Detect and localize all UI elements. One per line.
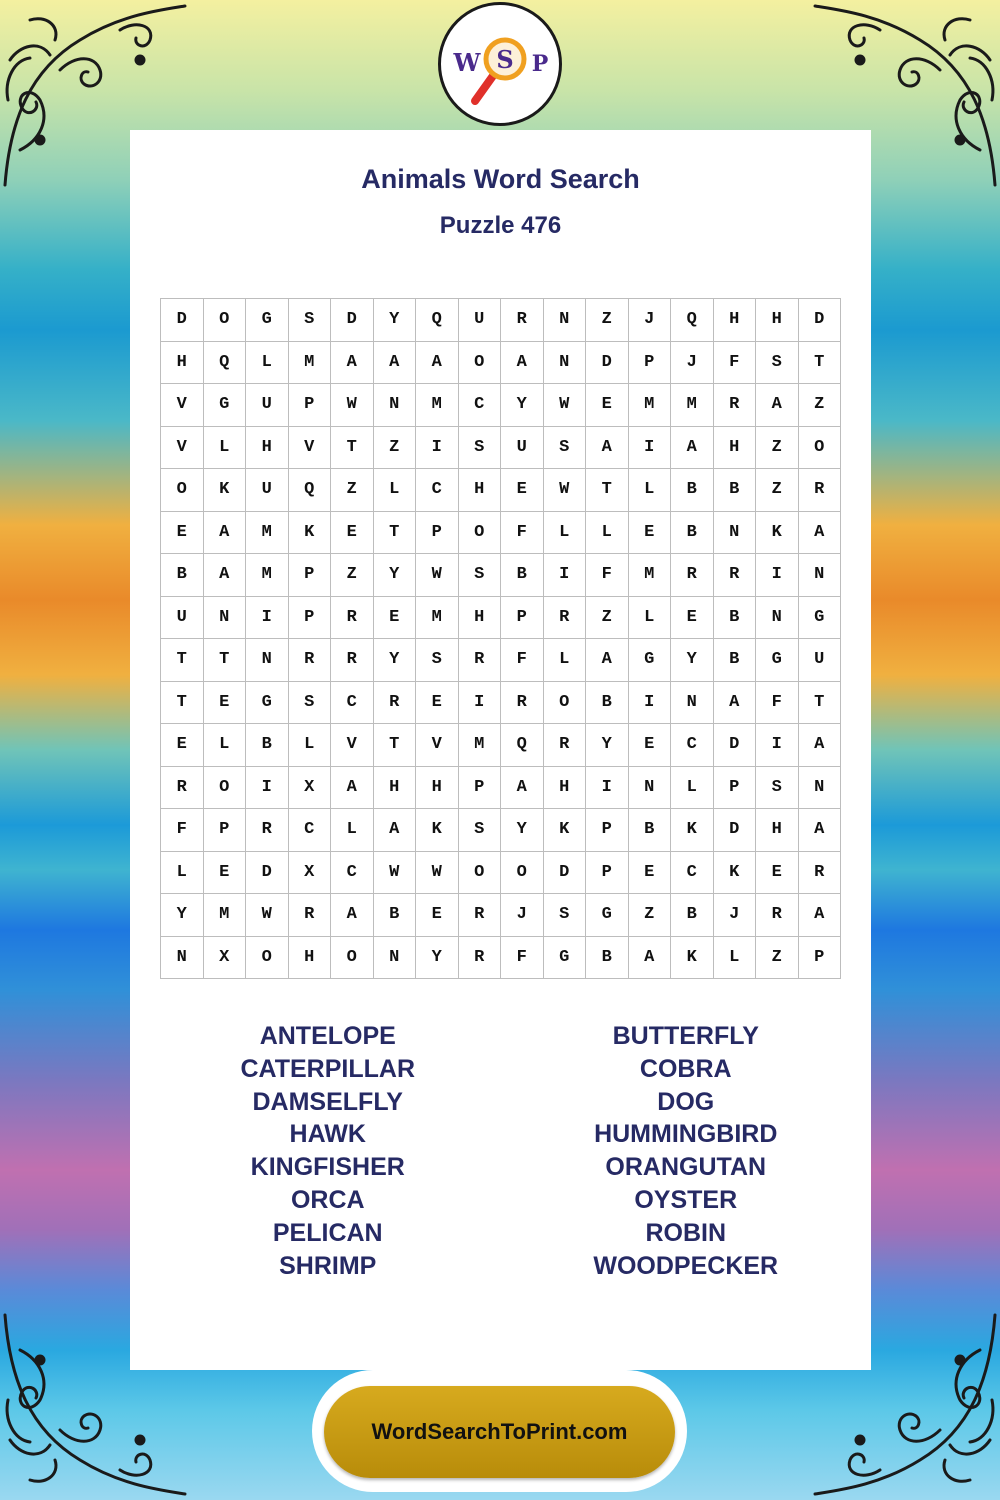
- grid-cell[interactable]: N: [671, 682, 714, 725]
- grid-cell[interactable]: F: [714, 342, 757, 385]
- grid-cell[interactable]: R: [289, 894, 332, 937]
- word-item: KINGFISHER: [250, 1153, 405, 1182]
- grid-cell[interactable]: B: [671, 469, 714, 512]
- grid-cell[interactable]: S: [544, 427, 587, 470]
- grid-cell[interactable]: A: [501, 342, 544, 385]
- grid-cell[interactable]: R: [799, 852, 842, 895]
- word-item: ORANGUTAN: [605, 1153, 767, 1182]
- grid-cell[interactable]: P: [416, 512, 459, 555]
- grid-cell[interactable]: F: [756, 682, 799, 725]
- grid-cell[interactable]: E: [204, 682, 247, 725]
- grid-cell[interactable]: L: [544, 639, 587, 682]
- logo-letter-p: P: [531, 51, 549, 77]
- grid-cell[interactable]: S: [459, 427, 502, 470]
- grid-cell[interactable]: R: [459, 639, 502, 682]
- grid-cell[interactable]: T: [799, 342, 842, 385]
- grid-cell[interactable]: D: [161, 299, 204, 342]
- grid-cell[interactable]: A: [331, 342, 374, 385]
- grid-cell[interactable]: F: [586, 554, 629, 597]
- grid-cell[interactable]: N: [756, 597, 799, 640]
- grid-cell[interactable]: X: [204, 937, 247, 980]
- grid-cell[interactable]: Q: [501, 724, 544, 767]
- grid-cell[interactable]: W: [246, 894, 289, 937]
- grid-cell[interactable]: Z: [629, 894, 672, 937]
- grid-cell[interactable]: A: [374, 809, 417, 852]
- word-item: DOG: [657, 1087, 715, 1116]
- grid-cell[interactable]: L: [374, 469, 417, 512]
- grid-cell[interactable]: P: [289, 554, 332, 597]
- grid-cell[interactable]: X: [289, 852, 332, 895]
- grid-cell[interactable]: H: [756, 809, 799, 852]
- grid-cell[interactable]: L: [671, 767, 714, 810]
- grid-cell[interactable]: G: [204, 384, 247, 427]
- grid-cell[interactable]: L: [629, 469, 672, 512]
- grid-cell[interactable]: M: [671, 384, 714, 427]
- grid-cell[interactable]: G: [246, 682, 289, 725]
- grid-cell[interactable]: Z: [331, 469, 374, 512]
- grid-cell[interactable]: H: [459, 597, 502, 640]
- grid-cell[interactable]: V: [331, 724, 374, 767]
- grid-cell[interactable]: O: [204, 767, 247, 810]
- grid-cell[interactable]: U: [501, 427, 544, 470]
- grid-cell[interactable]: K: [289, 512, 332, 555]
- grid-cell[interactable]: G: [246, 299, 289, 342]
- grid-cell[interactable]: T: [204, 639, 247, 682]
- grid-cell[interactable]: W: [416, 852, 459, 895]
- grid-cell[interactable]: U: [246, 384, 289, 427]
- grid-cell[interactable]: U: [246, 469, 289, 512]
- letter-grid: [160, 298, 841, 979]
- grid-cell[interactable]: A: [799, 809, 842, 852]
- grid-cell[interactable]: N: [799, 554, 842, 597]
- grid-cell[interactable]: A: [714, 682, 757, 725]
- grid-cell[interactable]: L: [289, 724, 332, 767]
- grid-cell[interactable]: N: [799, 767, 842, 810]
- grid-cell[interactable]: G: [629, 639, 672, 682]
- grid-cell[interactable]: R: [799, 469, 842, 512]
- grid-cell[interactable]: H: [374, 767, 417, 810]
- grid-cell[interactable]: H: [246, 427, 289, 470]
- grid-cell[interactable]: S: [459, 809, 502, 852]
- grid-cell[interactable]: Z: [374, 427, 417, 470]
- grid-cell[interactable]: N: [204, 597, 247, 640]
- grid-cell[interactable]: S: [459, 554, 502, 597]
- word-item: COBRA: [639, 1054, 732, 1083]
- grid-cell[interactable]: U: [459, 299, 502, 342]
- grid-cell[interactable]: A: [586, 427, 629, 470]
- grid-cell[interactable]: A: [204, 512, 247, 555]
- grid-cell[interactable]: K: [756, 512, 799, 555]
- grid-cell[interactable]: E: [161, 512, 204, 555]
- grid-cell[interactable]: Z: [799, 384, 842, 427]
- grid-cell[interactable]: A: [331, 767, 374, 810]
- grid-cell[interactable]: P: [204, 809, 247, 852]
- grid-cell[interactable]: B: [586, 937, 629, 980]
- word-item: WOODPECKER: [593, 1251, 779, 1280]
- grid-cell[interactable]: B: [671, 512, 714, 555]
- grid-cell[interactable]: A: [331, 894, 374, 937]
- grid-cell[interactable]: Z: [586, 597, 629, 640]
- grid-cell[interactable]: B: [714, 597, 757, 640]
- grid-cell[interactable]: Z: [331, 554, 374, 597]
- grid-cell[interactable]: B: [714, 639, 757, 682]
- grid-cell[interactable]: I: [246, 597, 289, 640]
- grid-cell[interactable]: T: [586, 469, 629, 512]
- grid-cell[interactable]: I: [416, 427, 459, 470]
- grid-cell[interactable]: K: [544, 809, 587, 852]
- grid-cell[interactable]: O: [544, 682, 587, 725]
- grid-cell[interactable]: N: [246, 639, 289, 682]
- grid-cell[interactable]: B: [501, 554, 544, 597]
- grid-cell[interactable]: E: [501, 469, 544, 512]
- grid-cell[interactable]: Z: [756, 427, 799, 470]
- grid-cell[interactable]: H: [416, 767, 459, 810]
- logo-letter-s: S: [496, 45, 514, 74]
- grid-cell[interactable]: S: [289, 299, 332, 342]
- grid-cell[interactable]: L: [586, 512, 629, 555]
- grid-cell[interactable]: Y: [501, 809, 544, 852]
- grid-cell[interactable]: R: [501, 682, 544, 725]
- puzzle-title: Animals Word Search: [361, 164, 640, 194]
- word-item: PELICAN: [272, 1218, 383, 1247]
- grid-cell[interactable]: M: [246, 512, 289, 555]
- grid-cell[interactable]: E: [416, 682, 459, 725]
- grid-cell[interactable]: B: [629, 809, 672, 852]
- grid-cell[interactable]: M: [246, 554, 289, 597]
- grid-cell[interactable]: K: [416, 809, 459, 852]
- grid-cell[interactable]: Y: [501, 384, 544, 427]
- grid-cell[interactable]: R: [331, 597, 374, 640]
- grid-cell[interactable]: M: [459, 724, 502, 767]
- grid-cell[interactable]: M: [289, 342, 332, 385]
- grid-cell[interactable]: E: [586, 384, 629, 427]
- word-list-left: [130, 1020, 501, 1282]
- grid-cell[interactable]: A: [629, 937, 672, 980]
- grid-cell[interactable]: J: [501, 894, 544, 937]
- grid-cell[interactable]: S: [756, 767, 799, 810]
- puzzle-number: Puzzle 476: [439, 212, 562, 239]
- grid-cell[interactable]: R: [714, 384, 757, 427]
- grid-cell[interactable]: B: [374, 894, 417, 937]
- grid-cell[interactable]: J: [714, 894, 757, 937]
- grid-cell[interactable]: P: [714, 767, 757, 810]
- grid-cell[interactable]: G: [544, 937, 587, 980]
- grid-cell[interactable]: P: [799, 937, 842, 980]
- grid-cell[interactable]: K: [671, 937, 714, 980]
- grid-cell[interactable]: W: [544, 384, 587, 427]
- grid-cell[interactable]: P: [501, 597, 544, 640]
- word-item: CATERPILLAR: [240, 1054, 416, 1083]
- grid-cell[interactable]: Q: [204, 342, 247, 385]
- grid-cell[interactable]: E: [161, 724, 204, 767]
- grid-cell[interactable]: T: [331, 427, 374, 470]
- grid-cell[interactable]: D: [586, 342, 629, 385]
- grid-cell[interactable]: D: [799, 299, 842, 342]
- grid-cell[interactable]: P: [629, 342, 672, 385]
- grid-cell[interactable]: M: [416, 384, 459, 427]
- grid-cell[interactable]: V: [416, 724, 459, 767]
- grid-cell[interactable]: J: [629, 299, 672, 342]
- grid-cell[interactable]: D: [714, 724, 757, 767]
- grid-cell[interactable]: C: [289, 809, 332, 852]
- grid-cell[interactable]: Y: [374, 299, 417, 342]
- site-link-button[interactable]: WordSearchToPrint.com: [324, 1386, 675, 1478]
- grid-cell[interactable]: L: [204, 427, 247, 470]
- grid-cell[interactable]: C: [331, 682, 374, 725]
- grid-cell[interactable]: M: [416, 597, 459, 640]
- grid-cell[interactable]: R: [246, 809, 289, 852]
- grid-cell[interactable]: C: [459, 384, 502, 427]
- grid-cell[interactable]: R: [459, 894, 502, 937]
- grid-cell[interactable]: I: [629, 682, 672, 725]
- grid-cell[interactable]: E: [374, 597, 417, 640]
- grid-cell[interactable]: E: [331, 512, 374, 555]
- grid-cell[interactable]: M: [204, 894, 247, 937]
- grid-cell[interactable]: X: [289, 767, 332, 810]
- grid-cell[interactable]: O: [161, 469, 204, 512]
- grid-cell[interactable]: Y: [161, 894, 204, 937]
- grid-cell[interactable]: L: [629, 597, 672, 640]
- grid-cell[interactable]: S: [416, 639, 459, 682]
- grid-cell[interactable]: I: [586, 767, 629, 810]
- grid-cell[interactable]: N: [161, 937, 204, 980]
- grid-cell[interactable]: Q: [289, 469, 332, 512]
- grid-cell[interactable]: S: [289, 682, 332, 725]
- grid-cell[interactable]: C: [331, 852, 374, 895]
- grid-cell[interactable]: R: [289, 639, 332, 682]
- grid-cell[interactable]: B: [161, 554, 204, 597]
- grid-cell[interactable]: M: [629, 554, 672, 597]
- grid-cell[interactable]: V: [161, 384, 204, 427]
- grid-cell[interactable]: R: [714, 554, 757, 597]
- grid-cell[interactable]: R: [671, 554, 714, 597]
- grid-cell[interactable]: A: [799, 724, 842, 767]
- grid-cell[interactable]: O: [799, 427, 842, 470]
- grid-cell[interactable]: O: [246, 937, 289, 980]
- grid-cell[interactable]: L: [161, 852, 204, 895]
- grid-cell[interactable]: R: [756, 894, 799, 937]
- grid-cell[interactable]: G: [756, 639, 799, 682]
- grid-cell[interactable]: T: [374, 724, 417, 767]
- grid-cell[interactable]: Q: [416, 299, 459, 342]
- grid-cell[interactable]: B: [671, 894, 714, 937]
- grid-cell[interactable]: P: [586, 809, 629, 852]
- grid-cell[interactable]: Q: [671, 299, 714, 342]
- grid-cell[interactable]: E: [629, 724, 672, 767]
- logo-letter-w: W: [453, 48, 481, 77]
- grid-cell[interactable]: I: [756, 724, 799, 767]
- grid-cell[interactable]: O: [204, 299, 247, 342]
- grid-cell[interactable]: D: [246, 852, 289, 895]
- puzzle-sheet: [130, 130, 871, 1370]
- grid-cell[interactable]: W: [416, 554, 459, 597]
- grid-cell[interactable]: B: [246, 724, 289, 767]
- grid-cell[interactable]: K: [204, 469, 247, 512]
- grid-cell[interactable]: A: [501, 767, 544, 810]
- grid-cell[interactable]: R: [331, 639, 374, 682]
- grid-cell[interactable]: L: [714, 937, 757, 980]
- grid-cell[interactable]: A: [374, 342, 417, 385]
- grid-cell[interactable]: R: [544, 724, 587, 767]
- grid-cell[interactable]: N: [544, 299, 587, 342]
- grid-cell[interactable]: B: [586, 682, 629, 725]
- grid-cell[interactable]: O: [501, 852, 544, 895]
- grid-cell[interactable]: C: [416, 469, 459, 512]
- grid-cell[interactable]: Y: [374, 554, 417, 597]
- grid-cell[interactable]: Z: [756, 469, 799, 512]
- grid-cell[interactable]: W: [374, 852, 417, 895]
- grid-cell[interactable]: I: [756, 554, 799, 597]
- grid-cell[interactable]: A: [756, 384, 799, 427]
- grid-cell[interactable]: G: [586, 894, 629, 937]
- grid-cell[interactable]: C: [671, 852, 714, 895]
- word-item: ROBIN: [645, 1218, 727, 1247]
- grid-cell[interactable]: N: [629, 767, 672, 810]
- grid-cell[interactable]: U: [161, 597, 204, 640]
- word-list: [130, 1020, 871, 1282]
- grid-cell[interactable]: T: [161, 639, 204, 682]
- grid-cell[interactable]: N: [374, 384, 417, 427]
- grid-cell[interactable]: H: [714, 299, 757, 342]
- grid-cell[interactable]: H: [289, 937, 332, 980]
- grid-cell[interactable]: W: [544, 469, 587, 512]
- word-item: DAMSELFLY: [252, 1087, 403, 1116]
- grid-cell[interactable]: F: [501, 639, 544, 682]
- grid-cell[interactable]: A: [416, 342, 459, 385]
- grid-cell[interactable]: C: [671, 724, 714, 767]
- word-list-right: [501, 1020, 872, 1282]
- grid-cell[interactable]: R: [501, 299, 544, 342]
- word-item: OYSTER: [634, 1185, 738, 1214]
- word-item: BUTTERFLY: [612, 1022, 759, 1050]
- grid-cell[interactable]: F: [161, 809, 204, 852]
- grid-cell[interactable]: O: [459, 512, 502, 555]
- grid-cell[interactable]: H: [544, 767, 587, 810]
- grid-cell[interactable]: E: [629, 512, 672, 555]
- grid-cell[interactable]: I: [459, 682, 502, 725]
- grid-cell[interactable]: U: [799, 639, 842, 682]
- grid-cell[interactable]: O: [331, 937, 374, 980]
- grid-cell[interactable]: A: [204, 554, 247, 597]
- grid-cell[interactable]: H: [756, 299, 799, 342]
- word-item: ORCA: [290, 1185, 365, 1214]
- grid-cell[interactable]: L: [544, 512, 587, 555]
- grid-cell[interactable]: R: [374, 682, 417, 725]
- grid-cell[interactable]: R: [161, 767, 204, 810]
- grid-cell[interactable]: S: [756, 342, 799, 385]
- grid-cell[interactable]: Y: [671, 639, 714, 682]
- grid-cell[interactable]: E: [416, 894, 459, 937]
- grid-cell[interactable]: L: [331, 809, 374, 852]
- word-item: HUMMINGBIRD: [594, 1120, 778, 1149]
- grid-cell[interactable]: H: [459, 469, 502, 512]
- grid-cell[interactable]: B: [714, 469, 757, 512]
- grid-cell[interactable]: N: [544, 342, 587, 385]
- grid-cell[interactable]: S: [544, 894, 587, 937]
- site-badge: [312, 1370, 687, 1492]
- magnifier-icon: [445, 9, 555, 119]
- word-item: SHRIMP: [279, 1251, 377, 1280]
- wsp-logo[interactable]: [438, 2, 562, 126]
- grid-cell[interactable]: V: [161, 427, 204, 470]
- grid-cell[interactable]: P: [289, 597, 332, 640]
- grid-cell[interactable]: N: [714, 512, 757, 555]
- grid-cell[interactable]: Y: [586, 724, 629, 767]
- grid-cell[interactable]: I: [246, 767, 289, 810]
- grid-cell[interactable]: L: [204, 724, 247, 767]
- word-item: HAWK: [289, 1120, 366, 1149]
- grid-cell[interactable]: F: [501, 937, 544, 980]
- grid-cell[interactable]: P: [586, 852, 629, 895]
- grid-cell[interactable]: O: [459, 852, 502, 895]
- grid-cell[interactable]: P: [459, 767, 502, 810]
- grid-cell[interactable]: O: [459, 342, 502, 385]
- grid-cell[interactable]: M: [629, 384, 672, 427]
- grid-cell[interactable]: R: [459, 937, 502, 980]
- grid-cell[interactable]: Z: [586, 299, 629, 342]
- grid-cell[interactable]: E: [756, 852, 799, 895]
- grid-cell[interactable]: T: [161, 682, 204, 725]
- grid-cell[interactable]: I: [629, 427, 672, 470]
- grid-cell[interactable]: E: [671, 597, 714, 640]
- grid-cell[interactable]: Y: [416, 937, 459, 980]
- grid-cell[interactable]: E: [204, 852, 247, 895]
- grid-cell[interactable]: D: [544, 852, 587, 895]
- grid-cell[interactable]: A: [799, 512, 842, 555]
- grid-cell[interactable]: K: [714, 852, 757, 895]
- word-item: ANTELOPE: [259, 1022, 396, 1050]
- grid-cell[interactable]: T: [374, 512, 417, 555]
- grid-cell[interactable]: Y: [374, 639, 417, 682]
- grid-cell[interactable]: Z: [756, 937, 799, 980]
- grid-cell[interactable]: N: [374, 937, 417, 980]
- grid-cell[interactable]: G: [799, 597, 842, 640]
- grid-cell[interactable]: H: [161, 342, 204, 385]
- grid-cell[interactable]: F: [501, 512, 544, 555]
- grid-cell[interactable]: D: [714, 809, 757, 852]
- grid-cell[interactable]: P: [289, 384, 332, 427]
- grid-cell[interactable]: J: [671, 342, 714, 385]
- grid-cell[interactable]: E: [629, 852, 672, 895]
- grid-cell[interactable]: W: [331, 384, 374, 427]
- grid-cell[interactable]: I: [544, 554, 587, 597]
- grid-cell[interactable]: D: [331, 299, 374, 342]
- grid-cell[interactable]: A: [671, 427, 714, 470]
- grid-cell[interactable]: A: [586, 639, 629, 682]
- grid-cell[interactable]: R: [544, 597, 587, 640]
- grid-cell[interactable]: H: [714, 427, 757, 470]
- grid-cell[interactable]: A: [799, 894, 842, 937]
- grid-cell[interactable]: L: [246, 342, 289, 385]
- grid-cell[interactable]: T: [799, 682, 842, 725]
- grid-cell[interactable]: K: [671, 809, 714, 852]
- grid-cell[interactable]: V: [289, 427, 332, 470]
